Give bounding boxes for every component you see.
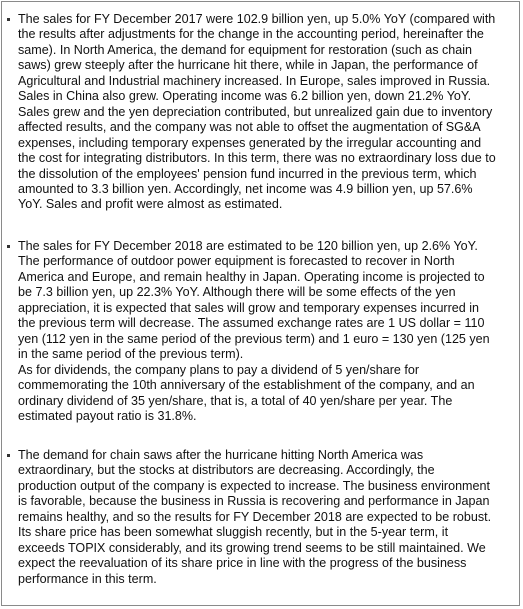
- text-line: The demand for chain saws after the hurricane hitting North America was: [18, 448, 424, 462]
- paragraph-fy2018-forecast: [7, 239, 515, 424]
- text-line: production output of the company is expected to increase. The business environment: [18, 478, 490, 493]
- text-line: performance in this term.: [18, 571, 157, 586]
- text-line: America and Europe, and remain healthy in Japan. Operating income is projected to: [18, 269, 485, 284]
- text-line: extraordinary, but the stocks at distributors are decreasing. Accordingly, the: [18, 463, 435, 478]
- text-line: remains healthy, and so the results for FY December 2018 are expected to be robust.: [18, 509, 492, 524]
- text-line: As for dividends, the company plans to pay a dividend of 5 yen/share for: [18, 362, 420, 377]
- text-line: Agricultural and Industrial machinery increased. In Europe, sales improved in Russia.: [18, 73, 491, 88]
- text-line: estimated payout ratio is 31.8%.: [18, 408, 197, 423]
- text-line: the dissolution of the employees' pension fund incurred in the previous term, which: [18, 166, 477, 181]
- text-line: the results after adjustments for the change in the accounting period, hereinafter the: [18, 27, 484, 42]
- paragraph-fy2017-results: [7, 12, 515, 213]
- text-line: ordinary dividend of 35 yen/share, that is, a total of 40 yen/share per year. The: [18, 393, 453, 408]
- text-line: exceeds TOPIX considerably, and its growing trend seems to be still maintained. We: [18, 540, 486, 555]
- paragraph-outlook: [7, 448, 515, 587]
- text-line: commemorating the 10th anniversary of the establishment of the company, and an: [18, 378, 475, 393]
- text-line: The performance of outdoor power equipment is forecasted to recover in North: [18, 254, 455, 269]
- text-line: Sales in China also grew. Operating income was 6.2 billion yen, down 21.2% YoY.: [18, 89, 472, 104]
- text-line: amounted to 3.3 billion yen. Accordingly, net income was 4.9 billion yen, up 57.6%: [18, 181, 473, 196]
- text-line: Sales grew and the yen depreciation contributed, but unrealized gain due to inventory: [18, 104, 493, 119]
- text-line: same). In North America, the demand for equipment for restoration (such as chain: [18, 42, 472, 57]
- text-line: the cost for integrating distributors. In this term, there was no extraordinary loss due to: [18, 151, 496, 166]
- text-line: The sales for FY December 2018 are estimated to be 120 billion yen, up 2.6% YoY.: [18, 239, 478, 253]
- text-line: YoY. Sales and profit were almost as estimated.: [18, 197, 283, 212]
- text-line: the previous term will decrease. The assumed exchange rates are 1 US dollar = 110: [18, 316, 485, 331]
- text-line: affected results, and the company was not able to offset the augmentation of SG&A: [18, 120, 481, 135]
- bullet-icon: [7, 454, 10, 457]
- text-line: The sales for FY December 2017 were 102.9 billion yen, up 5.0% YoY (compared with: [18, 12, 496, 26]
- text-line: is favorable, because the business in Russia is recovering and performance in Japan: [18, 494, 490, 509]
- bullet-icon: [7, 245, 10, 248]
- text-line: Its share price has been somewhat sluggish recently, but in the 5-year term, it: [18, 525, 449, 540]
- commentary-panel: [1, 1, 520, 606]
- text-line: be 7.3 billion yen, up 22.3% YoY. Although there will be some effects of the yen: [18, 285, 456, 300]
- bullet-icon: [7, 18, 10, 21]
- text-line: appreciation, it is expected that sales will grow and temporary expenses incurred in: [18, 300, 479, 315]
- text-line: expenses, including temporary expenses generated by the irregular accounting and: [18, 135, 482, 150]
- text-line: yen (112 yen in the same period of the previous term) and 1 euro = 130 yen (125 yen: [18, 331, 490, 346]
- text-line: expect the reevaluation of its share price in line with the progress of the business: [18, 556, 467, 571]
- text-line: in the same period of the previous term).: [18, 347, 244, 362]
- text-line: saws) grew steeply after the hurricane hit there, while in Japan, the performance of: [18, 58, 478, 73]
